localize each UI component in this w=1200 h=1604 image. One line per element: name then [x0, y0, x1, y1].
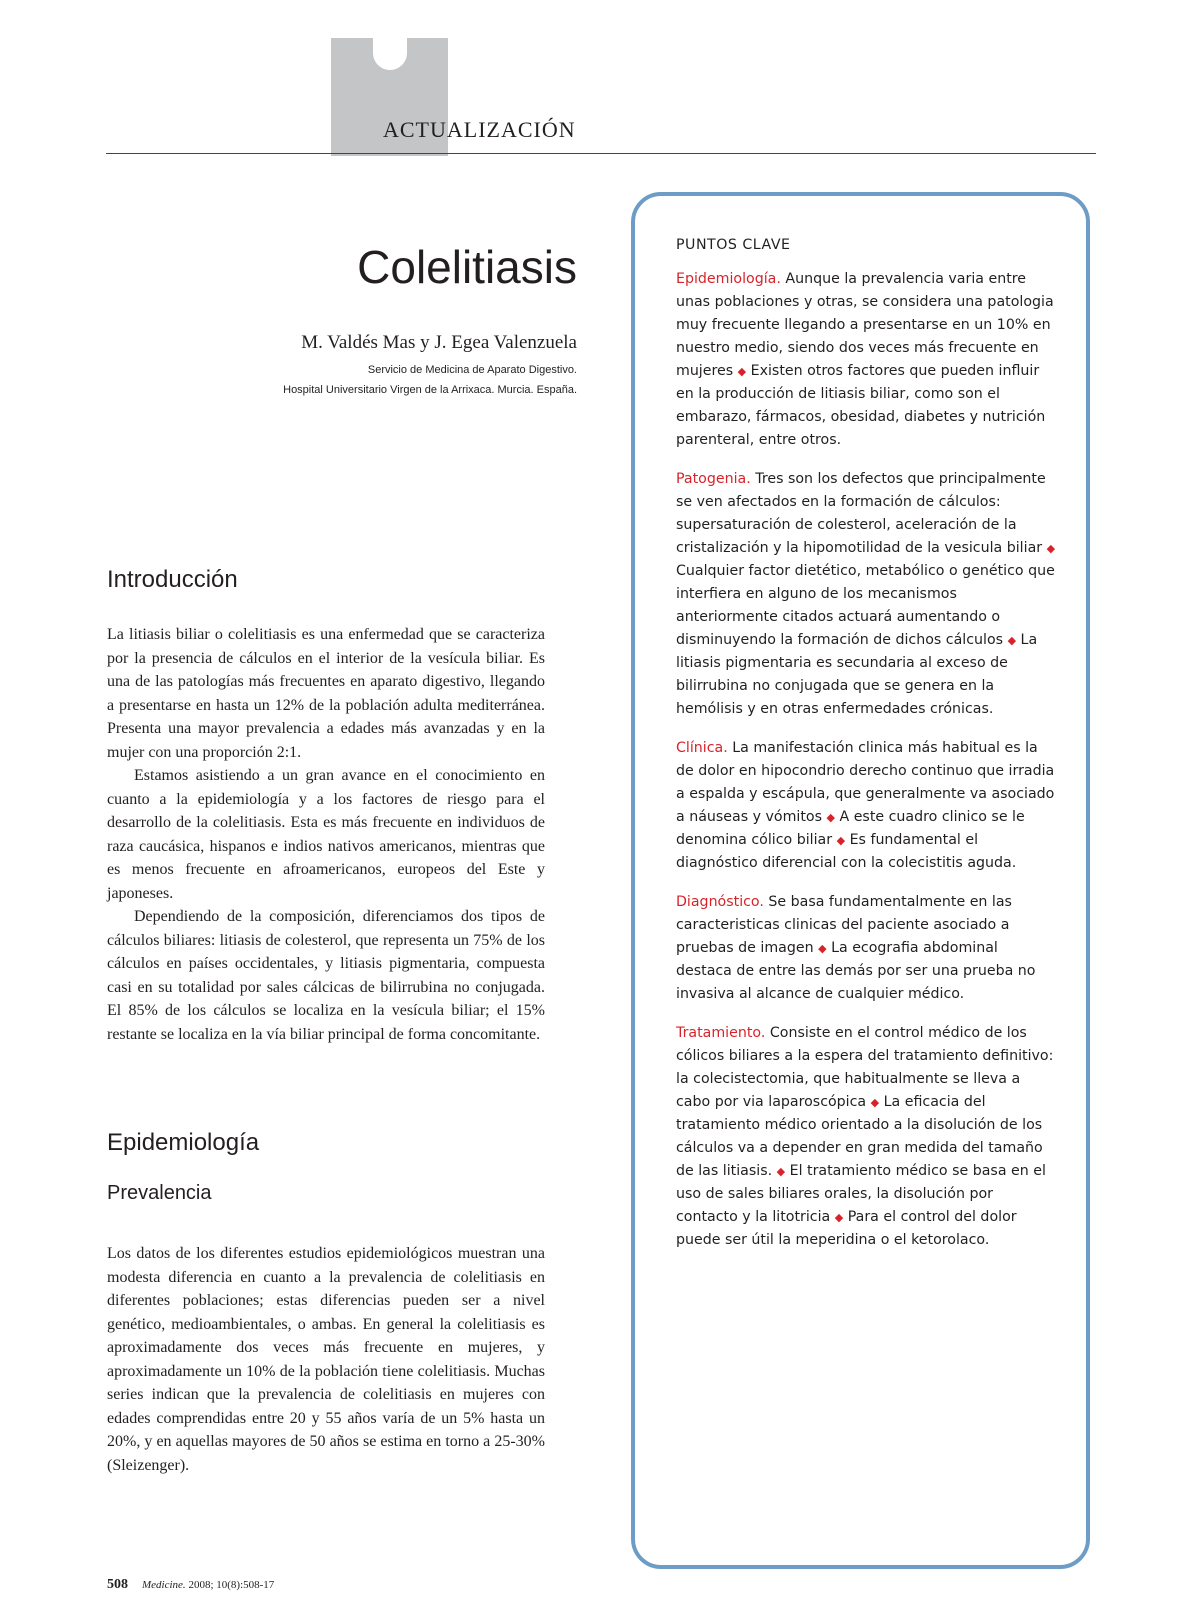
key-point-term: Tratamiento. — [676, 1025, 766, 1041]
diamond-bullet-icon: ◆ — [737, 365, 747, 378]
key-point-text: Aunque la prevalencia varia entre unas poblaciones y otras, se considera una patologia muy frecuente llegando a presentarse en un 10% en nuestro medio, siendo dos veces más frecuente en mujeres — [676, 271, 1054, 379]
key-points-content — [676, 234, 1056, 1268]
journal-citation: 2008; 10(8):508-17 — [188, 1579, 275, 1591]
key-point-text: A este cuadro clinico se le denomina cólico biliar — [676, 809, 1025, 848]
diamond-bullet-icon: ◆ — [776, 1165, 786, 1178]
diamond-bullet-icon: ◆ — [1046, 542, 1056, 555]
prevalence-paragraph: Los datos de los diferentes estudios epidemiológicos muestran una modesta diferencia en cuanto a la prevalencia de colelitiasis en diferentes poblaciones; estas diferencias pueden ser a nivel genético, medioambientales, o ambas. En general la colelitiasis es aproximadamente dos veces más frecuente en mujeres, y aproximadamente un 10% de la población tiene colelitiasis. Muchas series indican que la prevalencia de colelitiasis en mujeres con edades comprendidas entre 20 y 55 años varía de un 5% hasta un 20%, y en aquellas mayores de 50 años se estima en torno a 25-30% (Sleizenger). — [107, 1245, 545, 1474]
prevalence-body — [107, 1242, 545, 1477]
intro-paragraph: Estamos asistiendo a un gran avance en el conocimiento en cuanto a la epidemiología y a los factores de riesgo para el desarrollo de la colelitiasis. Esta es más frecuente en individuos de raza caucásica, hispanos e indios nativos americanos, mientras que es menos frecuente en afroamericanos, europeos del Este y japoneses. — [107, 767, 545, 902]
key-point-term: Diagnóstico. — [676, 894, 764, 910]
diamond-bullet-icon: ◆ — [1007, 634, 1017, 647]
key-point-text: Consiste en el control médico de los cólicos biliares a la espera del tratamiento definitivo: la colecistectomia, que habitualmente se lleva a cabo por via laparoscópica — [676, 1025, 1054, 1110]
key-point-diagnosis — [676, 891, 1056, 1006]
epidemiology-heading: Epidemiología — [107, 1129, 260, 1156]
key-point-term: Patogenia. — [676, 471, 751, 487]
article-title: Colelitiasis — [357, 241, 577, 293]
key-point-text: Se basa fundamentalmente en las caracteristicas clinicas del paciente asociado a pruebas de imagen — [676, 894, 1012, 956]
key-point-clinical — [676, 737, 1056, 875]
key-point-text: La litiasis pigmentaria es secundaria al exceso de bilirrubina no conjugada que se genera en la hemólisis y en otras enfermedades crónicas. — [676, 632, 1038, 717]
key-point-term: Epidemiología. — [676, 271, 781, 287]
key-point-term: Clínica. — [676, 740, 728, 756]
intro-paragraph: Dependiendo de la composición, diferenciamos dos tipos de cálculos biliares: litiasis de colesterol, que representa un 75% de los cálculos en países occidentales, y litiasis pigmentaria, compuesta casi en su totalidad por sales cálcicas de bilirrubina no conjugada. El 85% de los cálculos se localiza en la vesícula biliar; el 15% restante se localiza en la vía biliar principal de forma concomitante. — [107, 908, 545, 1043]
page-footer — [107, 1575, 274, 1593]
diamond-bullet-icon: ◆ — [834, 1211, 844, 1224]
key-point-text: Para el control del dolor puede ser útil la meperidina o el ketorolaco. — [676, 1209, 1017, 1248]
key-point-text: Tres son los defectos que principalmente se ven afectados en la formación de cálculos: supersaturación de colesterol, aceleración de la cristalización y la hipomotilidad de la vesicula biliar — [676, 471, 1046, 556]
diamond-bullet-icon: ◆ — [870, 1096, 880, 1109]
key-point-text: Existen otros factores que pueden influir en la producción de litiasis biliar, como son el embarazo, fármacos, obesidad, diabetes y nutrición parenteral, entre otros. — [676, 363, 1046, 448]
key-point-treatment — [676, 1022, 1056, 1252]
key-point-text: La eficacia del tratamiento médico orientado a la disolución de los cálculos va a depender en gran medida del tamaño de las litiasis. — [676, 1094, 1043, 1179]
affiliation-line-1: Servicio de Medicina de Aparato Digestivo. — [367, 364, 577, 376]
key-point-epidemiology — [676, 268, 1056, 452]
affiliation-line-2: Hospital Universitario Virgen de la Arrixaca. Murcia. España. — [283, 384, 577, 396]
key-point-text: Es fundamental el diagnóstico diferencial con la colecistitis aguda. — [676, 832, 1017, 871]
key-point-text: Cualquier factor dietético, metabólico o genético que interfiera en alguno de los mecanismos anteriormente citados actuará aumentando o disminuyendo la formación de dichos cálculos — [676, 563, 1055, 648]
diamond-bullet-icon: ◆ — [818, 942, 827, 955]
key-point-text: El tratamiento médico se basa en el uso de sales biliares orales, la disolución por contacto y la litotricia — [676, 1163, 1046, 1225]
journal-name: Medicine. — [142, 1579, 186, 1591]
header-rule — [106, 153, 1096, 154]
diamond-bullet-icon: ◆ — [826, 811, 835, 824]
diamond-bullet-icon: ◆ — [836, 834, 846, 847]
intro-paragraph: La litiasis biliar o colelitiasis es una enfermedad que se caracteriza por la presencia de cálculos en el interior de la vesícula biliar. Es una de las patologías más frecuentes en aparato digestivo, llegando a presentarse en hasta un 12% de la población adulta mediterránea. Presenta una mayor prevalencia a edades más avanzadas y en la mujer con una proporción 2:1. — [107, 626, 545, 761]
prevalence-subheading: Prevalencia — [107, 1182, 212, 1204]
key-points-heading: PUNTOS CLAVE — [676, 237, 791, 253]
intro-heading: Introducción — [107, 566, 238, 593]
intro-body — [107, 623, 545, 1046]
section-label: ACTUALIZACIÓN — [383, 117, 576, 142]
key-point-text: La manifestación clinica más habitual es la de dolor en hipocondrio derecho continuo que irradia a espalda y escápula, que generalmente va asociado a náuseas y vómitos — [676, 740, 1055, 825]
key-point-text: La ecografia abdominal destaca de entre las demás por ser una prueba no invasiva al alcance de cualquier médico. — [676, 940, 1036, 1002]
key-point-pathogenesis — [676, 468, 1056, 721]
page-number: 508 — [107, 1577, 128, 1592]
article-authors: M. Valdés Mas y J. Egea Valenzuela — [301, 332, 577, 353]
